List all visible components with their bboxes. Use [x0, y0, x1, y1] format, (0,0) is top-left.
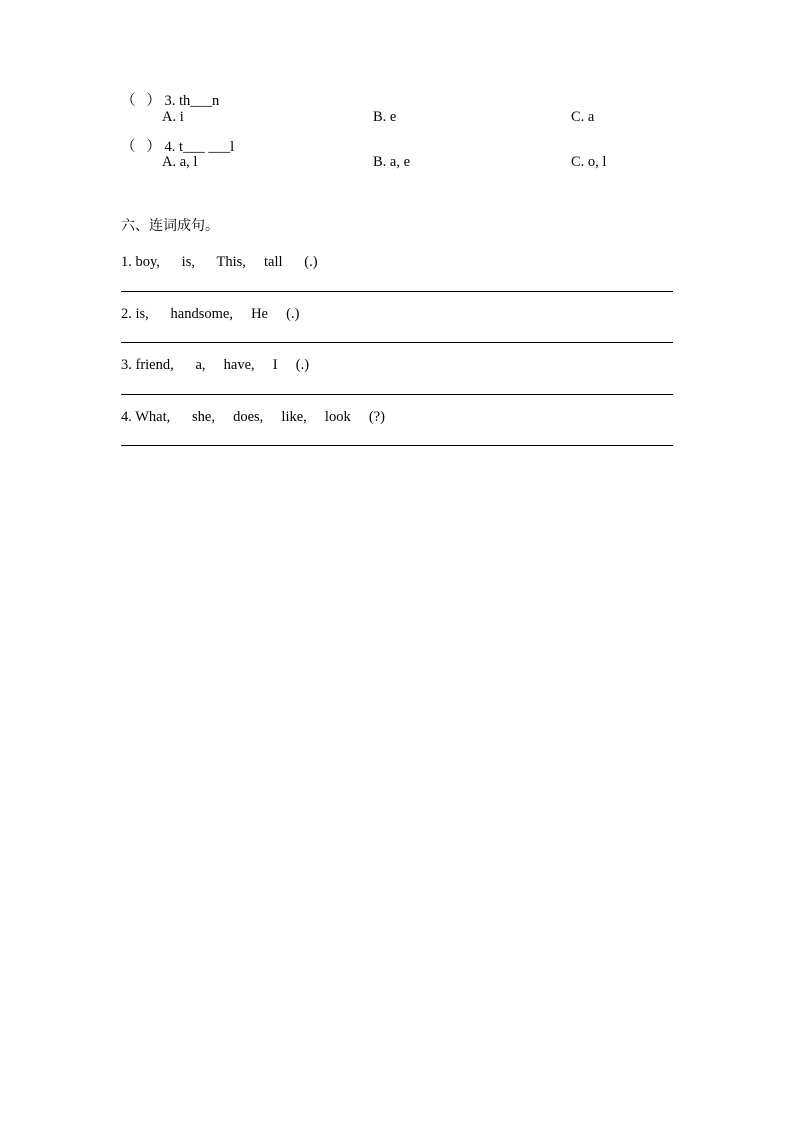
answer-line-1[interactable]: [121, 291, 673, 292]
mc-option-4-b[interactable]: B. a, e: [373, 154, 411, 170]
sentence-item-2-text: 2. is, handsome, He (.): [121, 305, 300, 322]
mc-question-3-options: [121, 109, 673, 139]
mc-question-3-prompt: （ ） 3. th___n: [121, 93, 220, 109]
mc-option-3-c[interactable]: C. a: [571, 108, 595, 125]
answer-line-4[interactable]: [121, 445, 673, 446]
mc-option-3-b[interactable]: B. e: [373, 108, 397, 125]
worksheet-content: [121, 94, 673, 446]
sentence-item-4: [121, 410, 673, 447]
sentence-item-1: [121, 255, 673, 292]
section-heading-six: 六、连词成句。: [121, 218, 219, 234]
mc-item-4: [121, 140, 673, 185]
mc-question-4-prompt: （ ） 4. t___ ___l: [121, 138, 235, 155]
sentence-item-3: [121, 358, 673, 395]
mc-question-4-options: [121, 154, 673, 184]
answer-line-3[interactable]: [121, 394, 673, 395]
sentence-item-4-text: 4. What, she, does, like, look (?): [121, 408, 385, 425]
mc-option-3-a[interactable]: A. i: [162, 108, 184, 125]
mc-option-4-a[interactable]: A. a, l: [162, 154, 198, 170]
sentence-item-3-text: 3. friend, a, have, I (.): [121, 357, 310, 373]
mc-option-4-c[interactable]: C. o, l: [571, 154, 607, 170]
sentence-item-1-text: 1. boy, is, This, tall (.): [121, 254, 318, 270]
mc-item-3: [121, 94, 673, 139]
sentence-item-2: [121, 307, 673, 344]
answer-line-2[interactable]: [121, 342, 673, 343]
